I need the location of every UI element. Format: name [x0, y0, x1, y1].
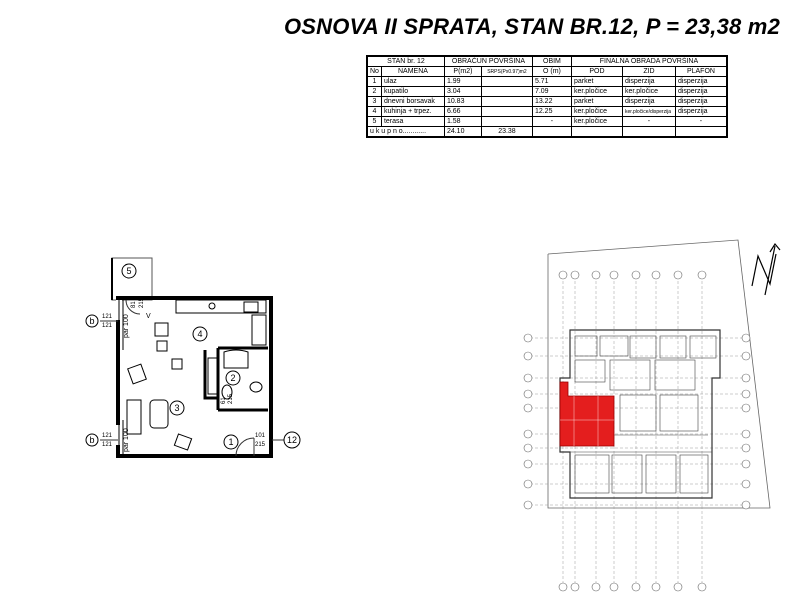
room-number: 3	[174, 403, 180, 413]
total-srps: 23.38	[481, 127, 532, 138]
dimension-label: 121	[102, 442, 113, 448]
room-number: 4	[197, 329, 203, 339]
col-plafon: PLAFON	[675, 67, 727, 77]
room-number: 5	[126, 266, 132, 276]
north-arrow-icon	[752, 244, 780, 295]
row-plafon: -	[675, 117, 727, 127]
row-zid: disperzija	[622, 97, 675, 107]
vent-label: V	[146, 313, 151, 320]
row-plafon: disperzija	[675, 87, 727, 97]
row-p: 10.83	[444, 97, 481, 107]
row-plafon: disperzija	[675, 97, 727, 107]
dimension-label: 121	[102, 433, 113, 439]
kitchen-sink	[244, 302, 258, 312]
door-dimension: 215	[139, 297, 145, 308]
row-pod: parket	[571, 97, 622, 107]
row-no: 2	[367, 87, 381, 97]
row-o: 5.71	[532, 77, 571, 87]
obracun-header: OBRAČUN POVRŠINA	[444, 56, 532, 67]
row-o: -	[532, 117, 571, 127]
row-p: 6.66	[444, 107, 481, 117]
north-label: N	[790, 262, 791, 263]
chair	[157, 341, 167, 351]
armchair	[128, 364, 147, 384]
col-no: No	[367, 67, 381, 77]
door-dimension: 215	[228, 393, 234, 404]
kitchen-counter-side	[252, 315, 266, 345]
room-number: 1	[228, 437, 234, 447]
washbasin	[250, 382, 262, 392]
apartment-number: 12	[286, 435, 298, 445]
window-label: b	[89, 316, 95, 326]
row-plafon: disperzija	[675, 77, 727, 87]
row-o: 12.25	[532, 107, 571, 117]
row-zid: -	[622, 117, 675, 127]
door-dimension: 215	[255, 442, 266, 448]
row-plafon: disperzija	[675, 107, 727, 117]
door-dimension: 101	[255, 433, 266, 439]
row-zid: ker.pločice/disperzija	[622, 107, 675, 117]
col-p: P(m2)	[444, 67, 481, 77]
door-dimension: 81	[131, 301, 137, 308]
dimension-label: 121	[102, 323, 113, 329]
row-p: 1.58	[444, 117, 481, 127]
row-o: 13.22	[532, 97, 571, 107]
row-namena: kuhinja + trpez.	[381, 107, 444, 117]
row-pod: parket	[571, 77, 622, 87]
obim-header: OBIM	[532, 56, 571, 67]
total-p: 24.10	[444, 127, 481, 138]
row-no: 3	[367, 97, 381, 107]
highlighted-apartment	[560, 382, 614, 446]
window-label: b	[89, 435, 95, 445]
row-zid: ker.pločice	[622, 87, 675, 97]
parapet-label: par 100	[123, 428, 130, 452]
col-namena: NAMENA	[381, 67, 444, 77]
door-dimension: 61	[221, 397, 227, 404]
dimension-label: 121	[102, 314, 113, 320]
row-namena: terasa	[381, 117, 444, 127]
row-p: 3.04	[444, 87, 481, 97]
row-namena: dnevni borsavak	[381, 97, 444, 107]
row-namena: ulaz	[381, 77, 444, 87]
page-title: OSNOVA II SPRATA, STAN BR.12, P = 23,38 m2	[284, 14, 780, 39]
stove-burner	[209, 303, 215, 309]
parapet-label: par 100	[123, 314, 130, 338]
col-zid: ZID	[622, 67, 675, 77]
row-pod: ker.pločice	[571, 107, 622, 117]
row-namena: kupatilo	[381, 87, 444, 97]
row-no: 4	[367, 107, 381, 117]
row-pod: ker.pločice	[571, 87, 622, 97]
stan-label: STAN br. 12	[367, 56, 444, 67]
chair	[155, 323, 168, 336]
dining-table	[150, 400, 168, 428]
shower-tray	[224, 350, 248, 368]
finalna-header: FINALNA OBRADA POVRŠINA	[571, 56, 727, 67]
row-p: 1.99	[444, 77, 481, 87]
col-pod: POD	[571, 67, 622, 77]
col-srps: SRPS(Px0.97)m2	[481, 67, 532, 77]
row-no: 1	[367, 77, 381, 87]
room-number: 2	[230, 373, 236, 383]
total-label: u k u p n o............	[367, 127, 444, 138]
row-zid: disperzija	[622, 77, 675, 87]
row-no: 5	[367, 117, 381, 127]
chair	[174, 434, 191, 450]
row-o: 7.09	[532, 87, 571, 97]
row-pod: ker.pločice	[571, 117, 622, 127]
chair	[172, 359, 182, 369]
col-o: O (m)	[532, 67, 571, 77]
